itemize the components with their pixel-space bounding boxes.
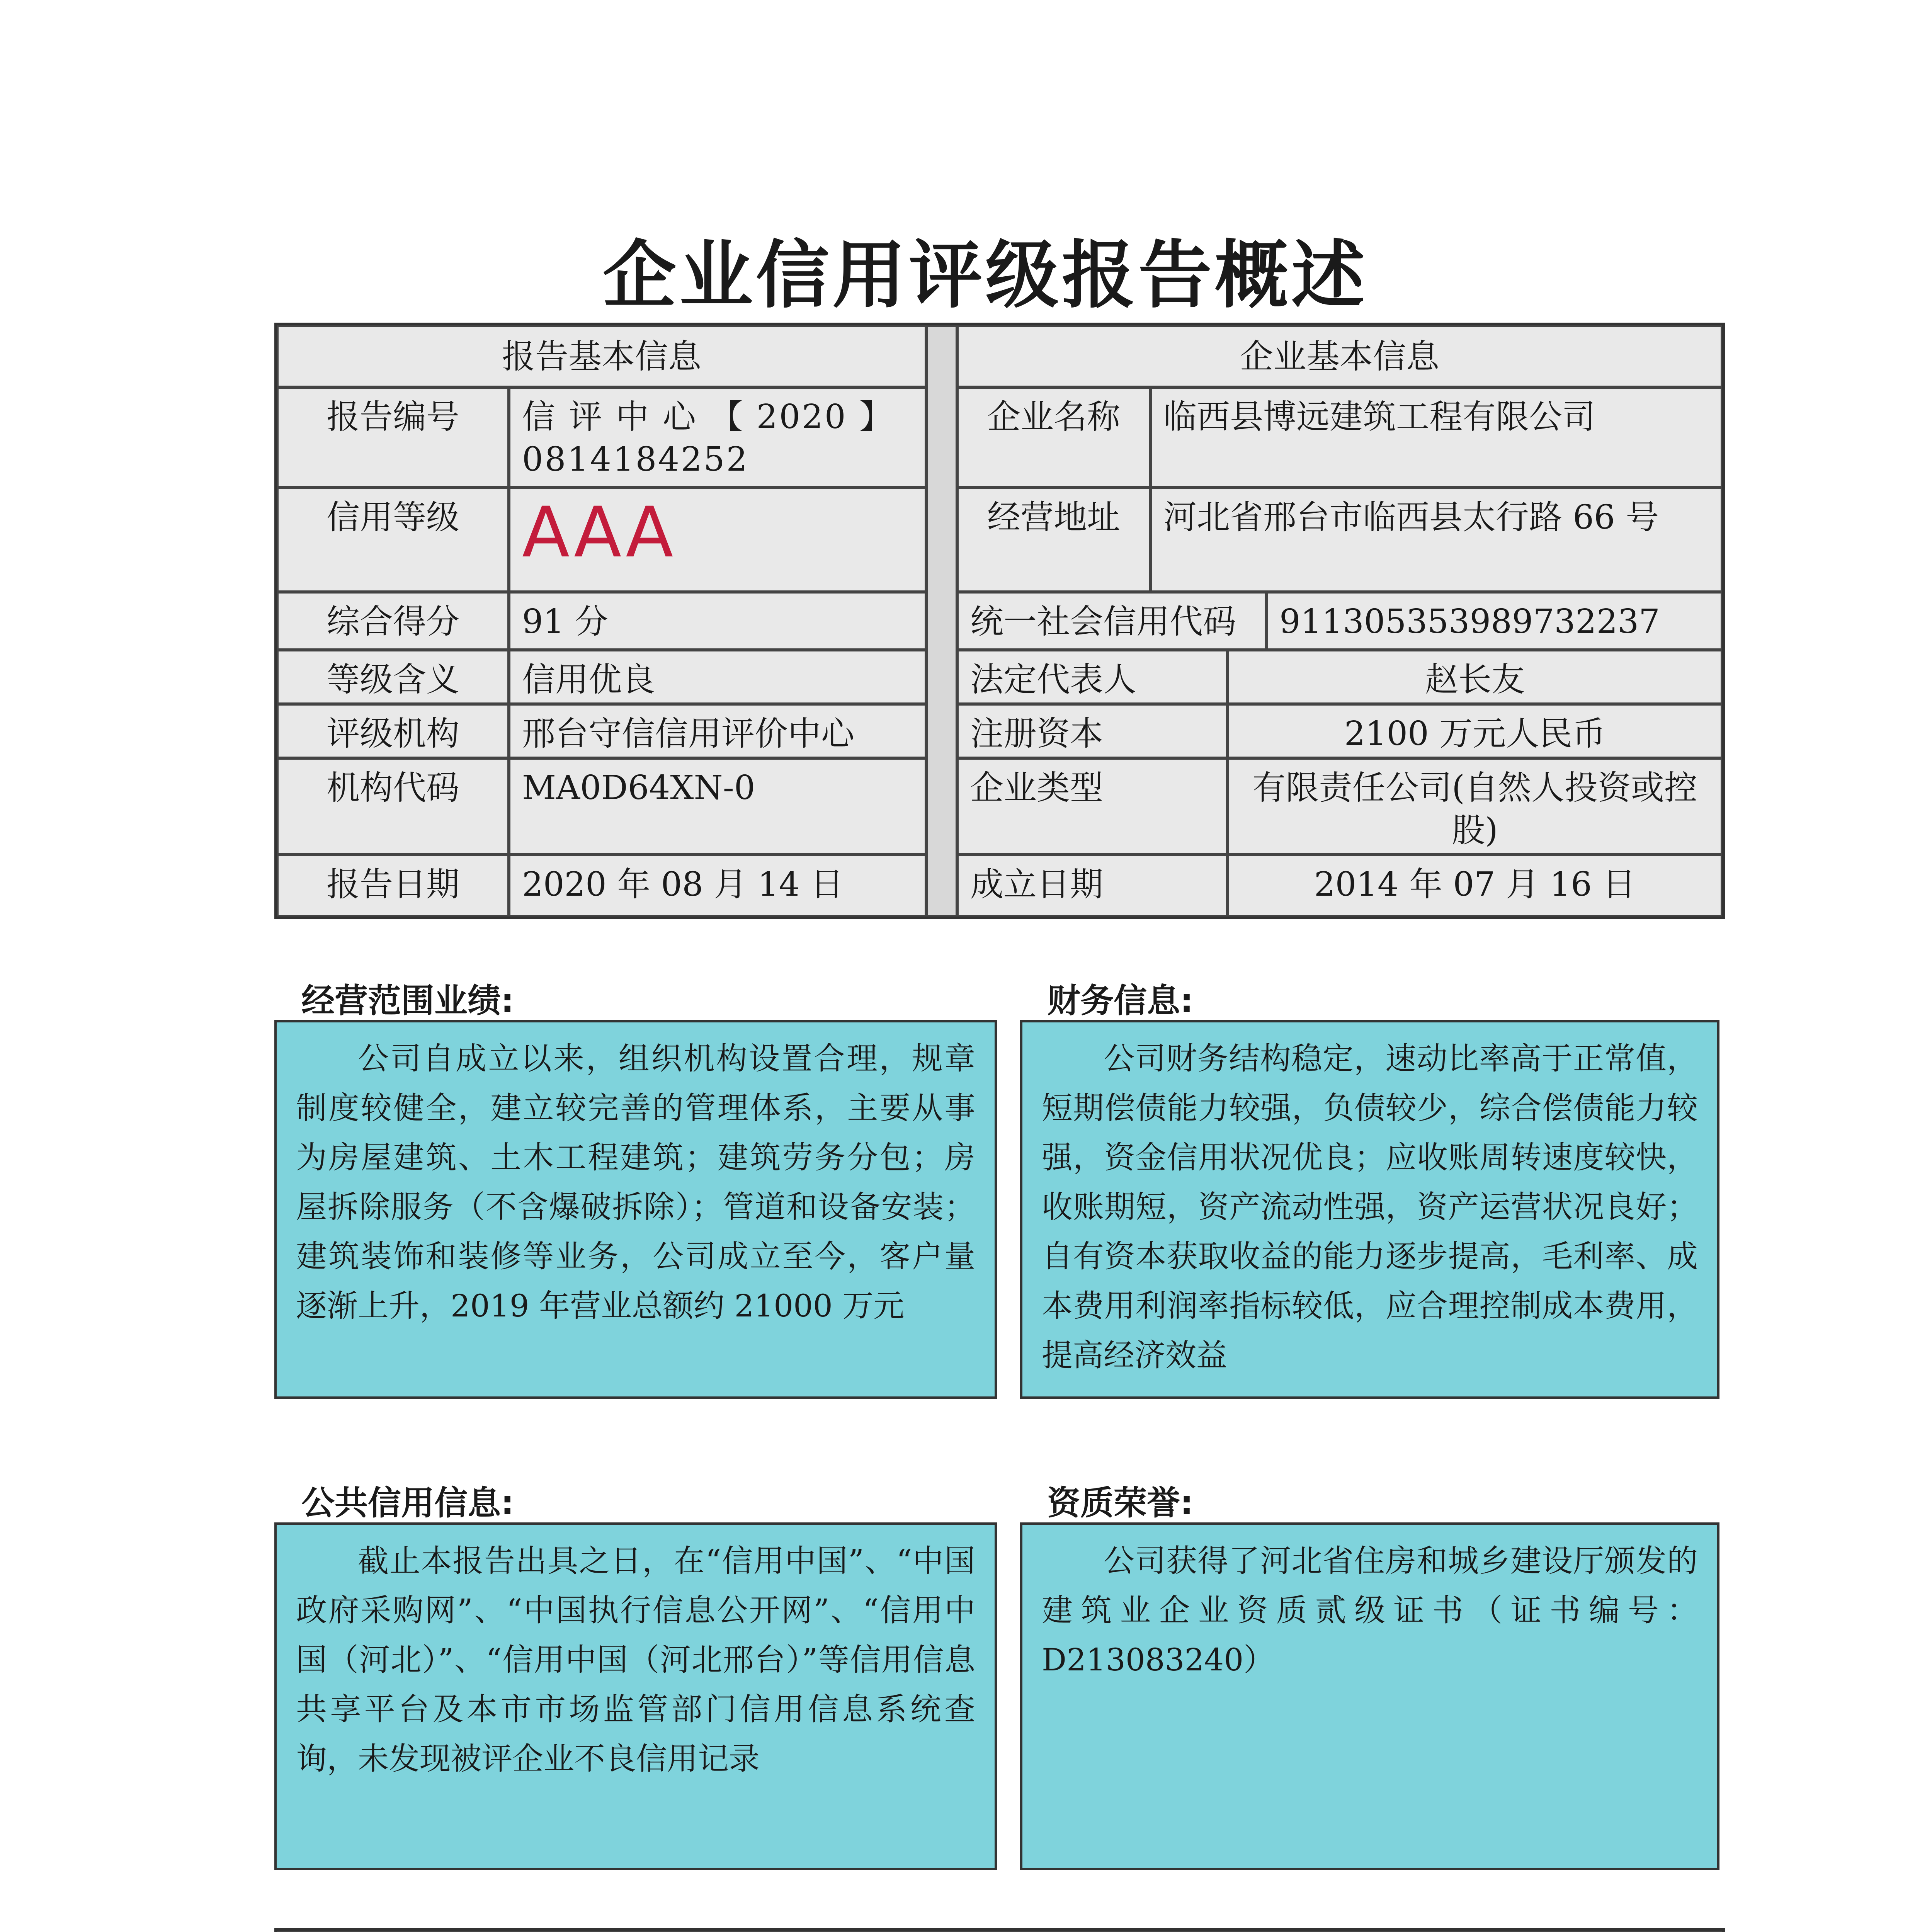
grade-meaning-value: 信用优良: [509, 650, 926, 704]
report-info-heading: 报告基本信息: [277, 325, 926, 387]
business-address-value: 河北省邢台市临西县太行路 66 号: [1150, 488, 1722, 592]
credit-code-label: 统一社会信用代码: [957, 592, 1266, 650]
qualification-section-box: 公司获得了河北省住房和城乡建设厅颁发的建筑业企业资质贰级证书（证书编号：D213083240）: [1020, 1522, 1719, 1870]
business-section-box: 公司自成立以来，组织机构设置合理，规章制度较健全，建立较完善的管理体系，主要从事为房屋建筑、土木工程建筑；建筑劳务分包；房屋拆除服务（不含爆破拆除）；管道和设备安装；建筑装饰和装修等业务，公司成立至今，客户量逐渐上升，2019 年营业总额约 21000 万元: [274, 1020, 997, 1399]
score-value: 91 分: [509, 592, 926, 650]
score-label: 综合得分: [277, 592, 509, 650]
company-type-value: 有限责任公司(自然人投资或控股): [1228, 758, 1722, 855]
signature-table: [274, 1928, 1725, 1932]
business-address-label: 经营地址: [957, 488, 1150, 592]
finance-section-box: 公司财务结构稳定，速动比率高于正常值，短期偿债能力较强，负债较少，综合偿债能力较强，资金信用状况优良；应收账周转速度较快，收账期短，资产流动性强，资产运营状况良好；自有资本获取收益的能力逐步提高，毛利率、成本费用利润率指标较低，应合理控制成本费用，提高经济效益: [1020, 1020, 1719, 1399]
grid-divider: [926, 325, 957, 917]
grade-meaning-label: 等级含义: [277, 650, 509, 704]
agency-code-value: MA0D64XN-0: [509, 758, 926, 855]
rating-agency-value: 邢台守信信用评价中心: [509, 704, 926, 758]
rating-agency-label: 评级机构: [277, 704, 509, 758]
company-type-label: 企业类型: [957, 758, 1228, 855]
report-id-label: 报告编号: [277, 387, 509, 488]
qualification-section-title: 资质荣誉:: [1047, 1484, 1194, 1522]
credit-rating-value-cell: [509, 488, 926, 592]
report-date-label: 报告日期: [277, 855, 509, 917]
credit-rating-value: AAA: [522, 492, 676, 573]
registered-capital-value: 2100 万元人民币: [1228, 704, 1722, 758]
business-section-title: 经营范围业绩:: [301, 981, 514, 1020]
agency-code-label: 机构代码: [277, 758, 509, 855]
finance-section-title: 财务信息:: [1047, 981, 1194, 1020]
report-id-value: 信 评 中 心 【 2020 】 0814184252: [509, 387, 926, 488]
company-name-value: 临西县博远建筑工程有限公司: [1150, 387, 1722, 488]
company-name-label: 企业名称: [957, 387, 1150, 488]
page-title: 企业信用评级报告概述: [602, 233, 1368, 318]
company-info-heading: 企业基本信息: [957, 325, 1722, 387]
legal-rep-value: 赵长友: [1228, 650, 1722, 704]
public-credit-section-box: 截止本报告出具之日，在“信用中国”、“中国政府采购网”、“中国执行信息公开网”、“信用中国（河北）”、“信用中国（河北邢台）”等信用信息共享平台及本市市场监管部门信用信息系统查询，未发现被评企业不良信用记录: [274, 1522, 997, 1870]
credit-rating-label: 信用等级: [277, 488, 509, 592]
public-credit-section-title: 公共信用信息:: [301, 1484, 514, 1522]
founded-date-label: 成立日期: [957, 855, 1228, 917]
report-date-value: 2020 年 08 月 14 日: [509, 855, 926, 917]
credit-code-value: 911305353989732237: [1266, 592, 1722, 650]
info-grid: [274, 323, 1725, 919]
registered-capital-label: 注册资本: [957, 704, 1228, 758]
founded-date-value: 2014 年 07 月 16 日: [1228, 855, 1722, 917]
legal-rep-label: 法定代表人: [957, 650, 1228, 704]
